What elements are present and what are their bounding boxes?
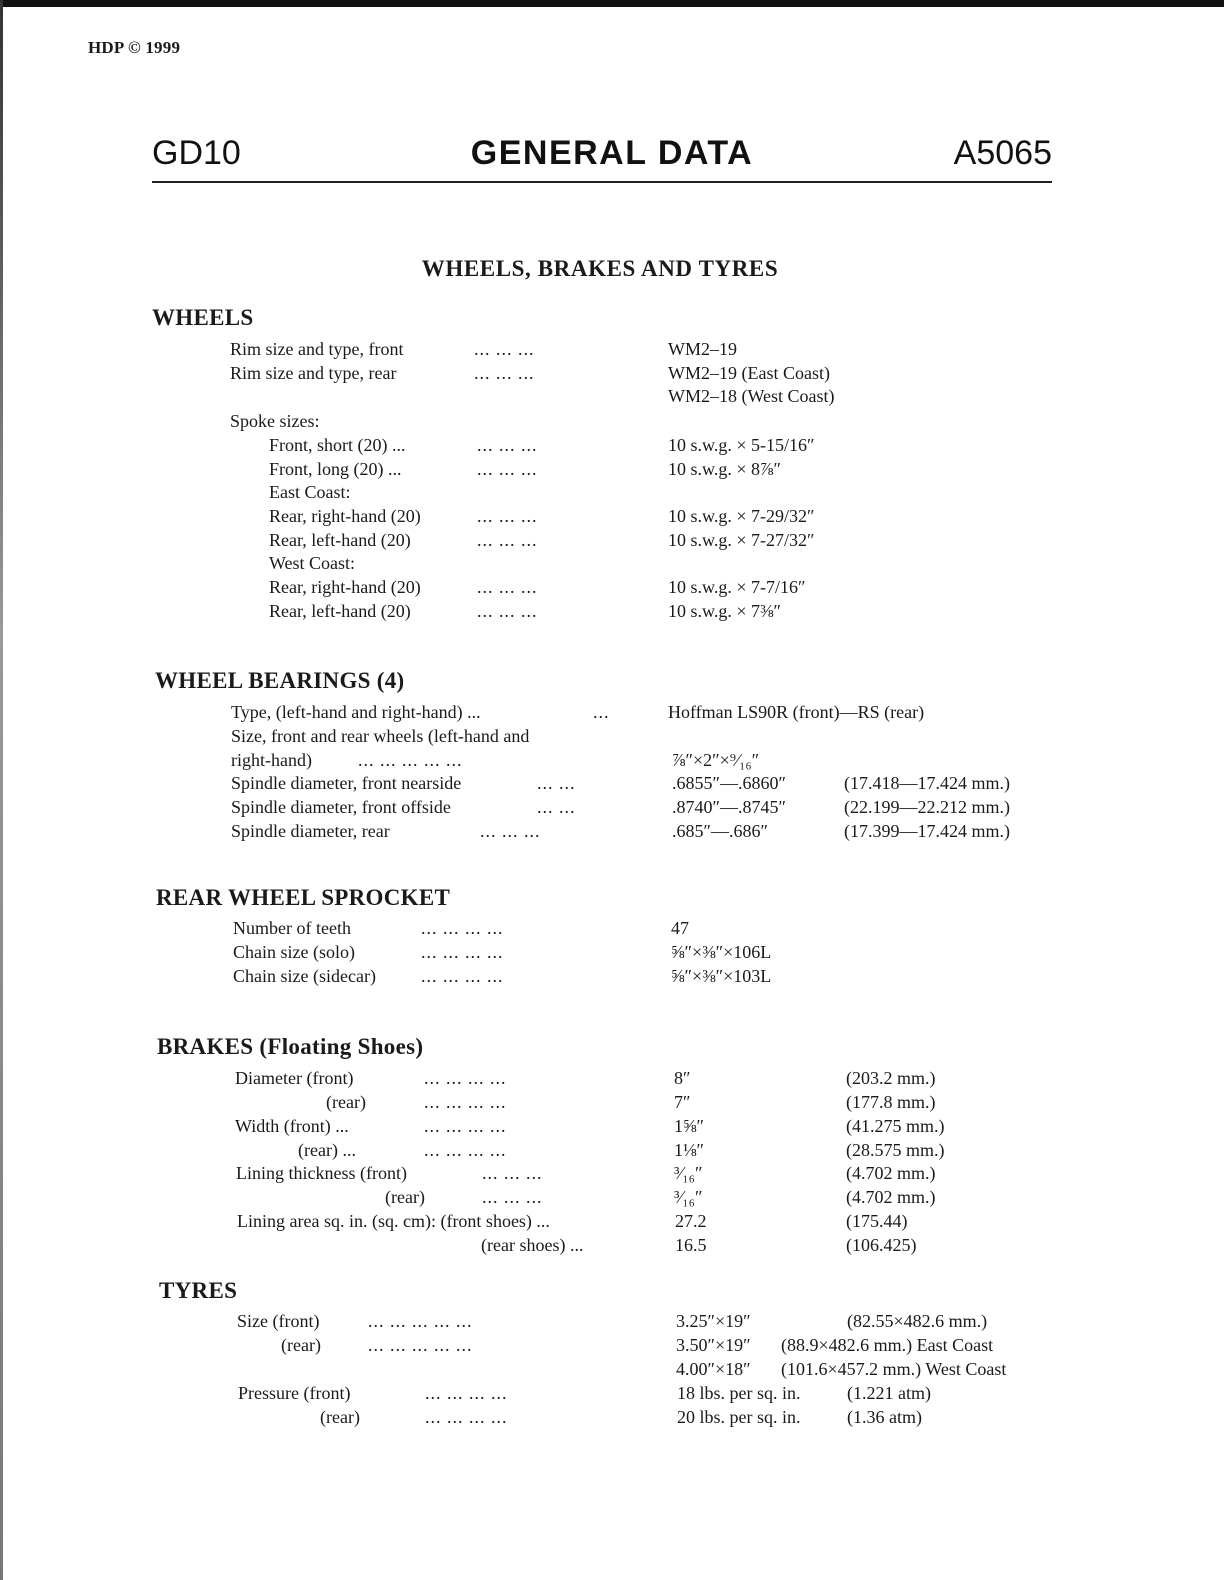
row-metric: (4.702 mm.)	[846, 1163, 936, 1183]
leader-dots: ... ... ... ...	[421, 942, 504, 962]
row-metric: (17.399—17.424 mm.)	[844, 821, 1010, 841]
row-metric: (203.2 mm.)	[846, 1068, 936, 1088]
row-value: 10 s.w.g. × 5-15/16″	[668, 435, 815, 455]
row-value: 10 s.w.g. × 7-27/32″	[668, 530, 815, 550]
page-reference: A5065	[953, 134, 1052, 172]
scan-left-edge	[0, 0, 3, 1580]
row-label: Pressure (front)	[238, 1383, 351, 1403]
section-subtitle: WHEELS, BRAKES AND TYRES	[421, 256, 779, 281]
leader-dots: ... ... ... ... ...	[358, 750, 463, 770]
header-rule	[152, 181, 1052, 183]
row-metric: (17.418—17.424 mm.)	[844, 773, 1010, 793]
row-value: .6855″—.6860″	[672, 773, 786, 793]
row-value: 18 lbs. per sq. in.	[677, 1383, 801, 1403]
row-metric: (22.199—22.212 mm.)	[844, 797, 1010, 817]
row-value: ³⁄₁₆″	[674, 1187, 703, 1207]
row-label: Front, short (20) ...	[269, 435, 406, 455]
page-title: GENERAL DATA	[470, 134, 754, 172]
scan-top-edge	[0, 0, 1224, 7]
row-value: 1⅛″	[674, 1140, 704, 1160]
leader-dots: ... ... ... ...	[421, 918, 504, 938]
row-label: Spoke sizes:	[230, 411, 320, 431]
row-value: WM2–18 (West Coast)	[668, 386, 835, 406]
row-label: (rear)	[320, 1407, 360, 1427]
leader-dots: ... ... ...	[477, 530, 538, 550]
leader-dots: ... ... ... ...	[424, 1140, 507, 1160]
leader-dots: ... ... ... ...	[421, 966, 504, 986]
row-label: Size, front and rear wheels (left-hand and	[231, 726, 530, 746]
leader-dots: ... ... ... ...	[424, 1068, 507, 1088]
row-label: (rear)	[281, 1335, 321, 1355]
row-label: Spindle diameter, rear	[231, 821, 390, 841]
row-value: 27.2	[675, 1211, 707, 1231]
row-metric: (1.36 atm)	[847, 1407, 922, 1427]
row-label: West Coast:	[269, 553, 356, 573]
row-label: Size (front)	[237, 1311, 320, 1331]
row-metric: (1.221 atm)	[847, 1383, 931, 1403]
row-value: 20 lbs. per sq. in.	[677, 1407, 801, 1427]
tyres-heading: TYRES	[159, 1278, 238, 1303]
leader-dots: ... ... ... ... ...	[368, 1311, 473, 1331]
leader-dots: ... ... ... ...	[425, 1407, 508, 1427]
row-metric: (177.8 mm.)	[846, 1092, 936, 1112]
row-value: WM2–19 (East Coast)	[668, 363, 830, 383]
row-label: Number of teeth	[233, 918, 351, 938]
row-label: (rear)	[326, 1092, 366, 1112]
leader-dots: ... ... ...	[474, 339, 535, 359]
row-metric: (82.55×482.6 mm.)	[847, 1311, 988, 1331]
leader-dots: ... ... ... ...	[425, 1383, 508, 1403]
leader-dots: ... ... ...	[477, 506, 538, 526]
leader-dots: ... ... ...	[482, 1187, 543, 1207]
row-label: East Coast:	[269, 482, 351, 502]
row-metric: (106.425)	[846, 1235, 917, 1255]
wheel-bearings-heading: WHEEL BEARINGS (4)	[155, 668, 405, 693]
row-label: Type, (left-hand and right-hand) ...	[231, 702, 481, 722]
row-value: 3.50″×19″	[676, 1335, 751, 1355]
row-label: (rear shoes) ...	[481, 1235, 584, 1255]
leader-dots: ... ... ...	[477, 601, 538, 621]
row-value: ⅝″×⅜″×106L	[671, 942, 772, 962]
row-metric: (101.6×457.2 mm.) West Coast	[781, 1359, 1007, 1379]
row-metric: (88.9×482.6 mm.) East Coast	[781, 1335, 994, 1355]
leader-dots: ... ... ...	[482, 1163, 543, 1183]
row-metric: (41.275 mm.)	[846, 1116, 945, 1136]
row-label: Rear, right-hand (20)	[269, 577, 421, 597]
row-value: 8″	[674, 1068, 691, 1088]
row-value: ⅝″×⅜″×103L	[671, 966, 772, 986]
leader-dots: ... ... ...	[480, 821, 541, 841]
row-label: Width (front) ...	[235, 1116, 349, 1136]
row-label: right-hand)	[231, 750, 312, 770]
row-value: 10 s.w.g. × 7-29/32″	[668, 506, 815, 526]
row-label: Rim size and type, front	[230, 339, 404, 359]
row-value: ⅞″×2″×⁹⁄₁₆″	[672, 750, 760, 770]
row-value: Hoffman LS90R (front)—RS (rear)	[668, 702, 925, 722]
row-label: Diameter (front)	[235, 1068, 354, 1088]
row-label: Lining thickness (front)	[236, 1163, 407, 1183]
row-metric: (175.44)	[846, 1211, 908, 1231]
copyright-notice: HDP © 1999	[88, 38, 181, 57]
row-label: Rear, left-hand (20)	[269, 601, 411, 621]
row-value: 1⅝″	[674, 1116, 704, 1136]
row-value: 10 s.w.g. × 7⅜″	[668, 601, 781, 621]
leader-dots: ... ... ...	[477, 459, 538, 479]
leader-dots: ... ... ...	[474, 363, 535, 383]
row-label: Chain size (sidecar)	[233, 966, 376, 986]
row-label: Rear, left-hand (20)	[269, 530, 411, 550]
leader-dots: ... ... ... ...	[424, 1116, 507, 1136]
row-value: .685″—.686″	[672, 821, 768, 841]
row-label: Rear, right-hand (20)	[269, 506, 421, 526]
row-metric: (28.575 mm.)	[846, 1140, 945, 1160]
leader-dots: ... ...	[537, 773, 576, 793]
row-label: Spindle diameter, front offside	[231, 797, 451, 817]
row-value: 10 s.w.g. × 8⅞″	[668, 459, 781, 479]
row-value: 10 s.w.g. × 7-7/16″	[668, 577, 806, 597]
row-label: Spindle diameter, front nearside	[231, 773, 462, 793]
leader-dots: ... ... ... ... ...	[368, 1335, 473, 1355]
row-value: 4.00″×18″	[676, 1359, 751, 1379]
row-label: Lining area sq. in. (sq. cm): (front shoes) ...	[237, 1211, 550, 1231]
leader-dots: ... ...	[537, 797, 576, 817]
brakes-heading: BRAKES (Floating Shoes)	[157, 1034, 424, 1059]
wheels-heading: WHEELS	[152, 305, 254, 330]
page-code: GD10	[152, 134, 241, 172]
row-label: (rear) ...	[298, 1140, 356, 1160]
leader-dots: ...	[593, 702, 610, 722]
row-metric: (4.702 mm.)	[846, 1187, 936, 1207]
row-value: 3.25″×19″	[676, 1311, 751, 1331]
row-value: .8740″—.8745″	[672, 797, 786, 817]
row-label: Chain size (solo)	[233, 942, 355, 962]
row-value: WM2–19	[668, 339, 737, 359]
row-value: 16.5	[675, 1235, 707, 1255]
row-value: 47	[671, 918, 689, 938]
leader-dots: ... ... ...	[477, 577, 538, 597]
leader-dots: ... ... ... ...	[424, 1092, 507, 1112]
row-value: 7″	[674, 1092, 691, 1112]
leader-dots: ... ... ...	[477, 435, 538, 455]
row-value: ³⁄₁₆″	[674, 1163, 703, 1183]
row-label: (rear)	[385, 1187, 425, 1207]
rear-wheel-sprocket-heading: REAR WHEEL SPROCKET	[156, 885, 451, 910]
row-label: Rim size and type, rear	[230, 363, 397, 383]
row-label: Front, long (20) ...	[269, 459, 402, 479]
